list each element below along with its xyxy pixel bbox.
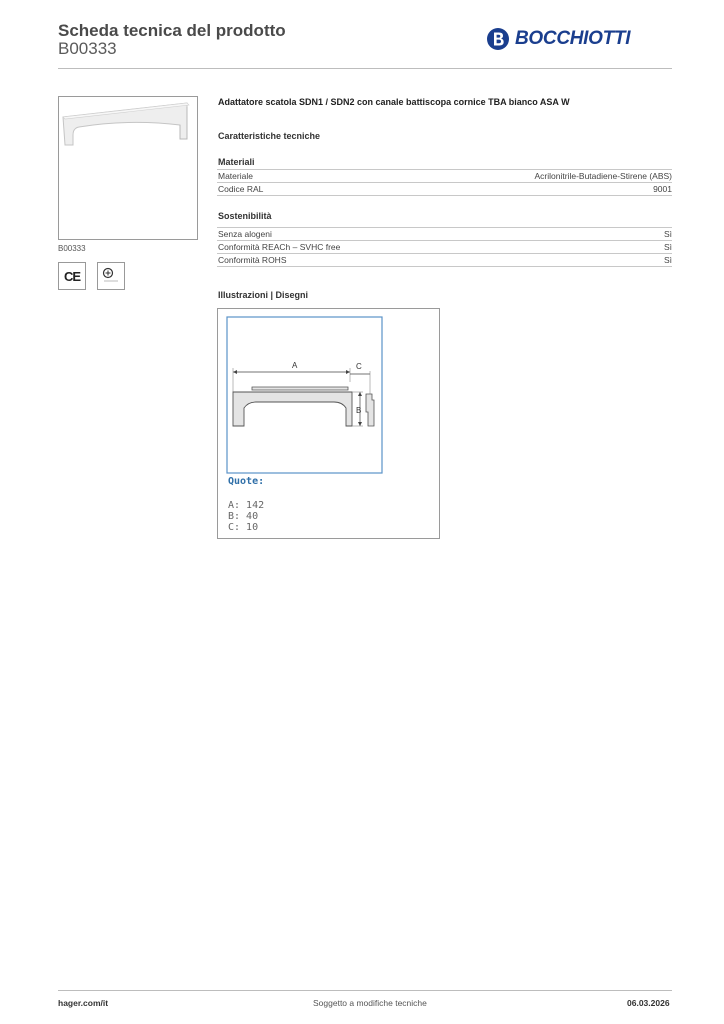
group-title-sustainability: Sostenibilità xyxy=(218,211,272,221)
technical-drawing xyxy=(226,316,386,476)
quote-item: A: 142 xyxy=(228,500,265,511)
footer-website: hager.com/it xyxy=(58,998,109,1008)
quote-item: C: 10 xyxy=(228,522,259,533)
quote-item: B: 40 xyxy=(228,511,259,522)
spec-value: 9001 xyxy=(653,184,672,194)
footer-divider xyxy=(58,990,672,991)
product-code: B00333 xyxy=(58,39,117,58)
spec-row xyxy=(217,182,672,196)
certification-icon xyxy=(101,266,121,286)
dimension-label-c: C xyxy=(356,362,362,371)
spec-value: Sì xyxy=(663,242,672,252)
product-image xyxy=(59,97,197,239)
section-title-specs: Caratteristiche tecniche xyxy=(218,131,321,141)
spec-row xyxy=(217,240,672,253)
product-thumbnail xyxy=(58,96,198,240)
brand-logo xyxy=(486,27,630,51)
spec-value: Acrilonitrile-Butadiene-Stirene (ABS) xyxy=(534,171,672,181)
thumbnail-caption: B00333 xyxy=(58,244,86,253)
certification-badge xyxy=(97,262,125,290)
brand-name: BOCCHIOTTI xyxy=(515,28,631,49)
page-title: Scheda tecnica del prodotto xyxy=(58,21,286,40)
spec-row xyxy=(217,227,672,240)
spec-row xyxy=(217,253,672,267)
spec-label: Materiale xyxy=(218,171,253,181)
footer-date: 06.03.2026 xyxy=(627,998,670,1008)
spec-label: Codice RAL xyxy=(218,184,264,194)
product-name: Adattatore scatola SDN1 / SDN2 con canale battiscopa cornice TBA bianco ASA W xyxy=(218,97,570,107)
spec-value: Sì xyxy=(663,229,672,239)
dimension-label-b: B xyxy=(356,406,362,415)
spec-label: Conformità REACh – SVHC free xyxy=(218,242,341,252)
footer-notice: Soggetto a modifiche tecniche xyxy=(313,998,427,1008)
header-divider xyxy=(58,68,672,69)
ce-badge xyxy=(58,262,86,290)
quotes-title: Quote: xyxy=(228,476,265,487)
dimension-label-a: A xyxy=(292,361,298,370)
spec-label: Conformità ROHS xyxy=(218,255,287,265)
spec-value: Sì xyxy=(663,255,672,265)
bocchiotti-logo-icon xyxy=(486,27,510,51)
group-title-materials: Materiali xyxy=(218,157,255,167)
spec-label: Senza alogeni xyxy=(218,229,272,239)
section-title-illustrations: Illustrazioni | Disegni xyxy=(218,290,309,300)
ce-mark: CE xyxy=(63,268,81,284)
spec-row xyxy=(217,169,672,182)
